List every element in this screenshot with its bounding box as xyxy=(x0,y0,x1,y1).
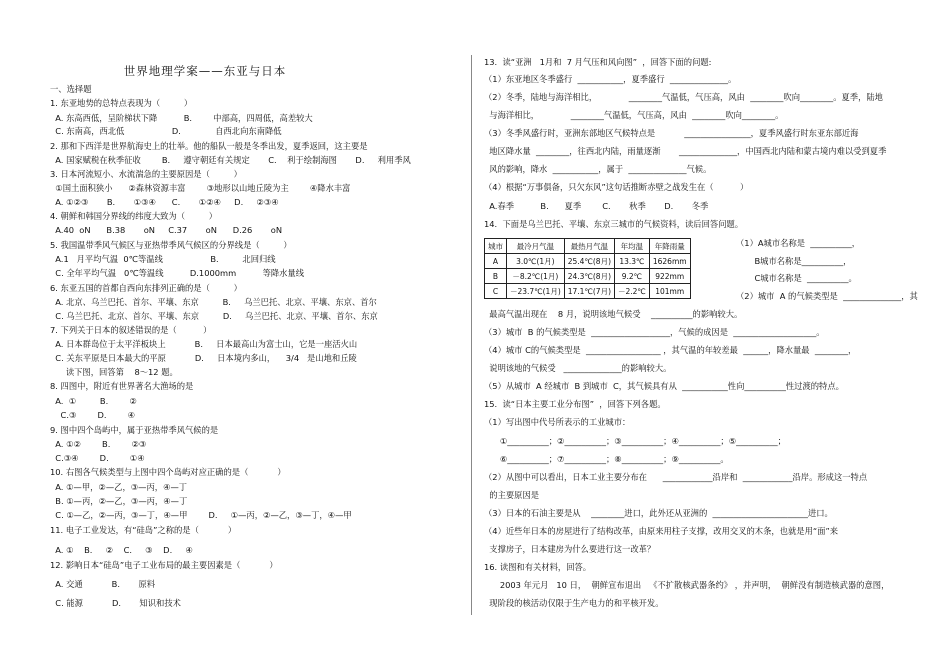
text-line: C. ①—乙，②—丙，③—丁，④—甲 D. ①—丙，②—乙，③—丁，④—甲 xyxy=(50,510,352,520)
table-header: 年均温 xyxy=(615,239,650,254)
text-line: （1）A城市名称是 __________， xyxy=(736,238,861,248)
text-line: A. 东高西低，呈阶梯状下降 B. 中部高，四周低，高差较大 xyxy=(50,113,313,123)
text-line: （1）东亚地区冬季盛行 ___________，夏季盛行 ______________。 xyxy=(484,74,737,84)
table-header: 最冷月气温 xyxy=(507,239,565,254)
text-line: A.春季 B. 夏季 C. 秋季 D. 冬季 xyxy=(484,201,709,211)
text-line: 与海洋相比， ________气温低，气压高，风由 ________吹向________。 xyxy=(484,110,784,120)
table-cell: －23.7℃(1月) xyxy=(507,284,565,299)
text-line: 说明该地的气候受 ______________的影响较大。 xyxy=(484,363,672,373)
text-line: 地区降水量 ________，往西北内陆，雨量逐渐 ______________，中国西北内陆和蒙古境内难以受到夏季 xyxy=(484,146,887,156)
text-line: （4）城市 C的气候类型是 __________________ ，其气温的年较差最 ______，降水量最 ________， xyxy=(484,345,857,355)
text-line: 11. 电子工业发达，有“硅岛”之称的是（ ） xyxy=(50,525,237,535)
text-line: （3）冬季风盛行时，亚洲东部地区气候特点是 ________________，夏季风盛行时东亚东部近海 xyxy=(484,128,859,138)
table-cell: －8.2℃(1月) xyxy=(507,269,565,284)
text-line: 的主要原因是 xyxy=(484,490,540,500)
text-line: 5. 我国温带季风气候区与亚热带季风气候区的分界线是（ ） xyxy=(50,240,292,250)
text-line: A. ① B. ② xyxy=(50,396,137,406)
table-cell: B xyxy=(485,269,507,284)
text-line: 12. 影响日本“硅岛”电子工业布局的最主要因素是（ ） xyxy=(50,560,278,570)
text-line: 9. 图中四个岛屿中，属于亚热带季风气候的是 xyxy=(50,425,219,435)
text-line: （5）从城市 A 经城市 B 到城市 C，其气候具有从 ___________性向__________性过渡的特点。 xyxy=(484,381,844,391)
table-header-row xyxy=(485,239,691,254)
table-row xyxy=(485,269,691,284)
text-line: 支撑房子，日本建房为什么要进行这一改革？ xyxy=(484,544,656,554)
table-cell: 17.1℃(7月) xyxy=(564,284,614,299)
text-line: （3）日本的石油主要是从 ________进口，此外还从亚洲的 _______________________进口。 xyxy=(484,508,833,518)
table-cell: 24.3℃(8月) xyxy=(564,269,614,284)
text-line: 1. 东亚地势的总特点表现为（ ） xyxy=(50,98,193,108)
text-line: 2003 年元月 10 日， 朝鲜宣布退出 《不扩散核武器条约》 ，并声明， 朝鲜没有制造核武器的意图， xyxy=(484,580,890,590)
text-line: A. ①② B. ②③ xyxy=(50,439,147,449)
table-cell: 13.3℃ xyxy=(615,254,650,269)
text-line: （4）根据“万事俱备，只欠东风”这句话推断赤壁之战发生在（ ） xyxy=(484,182,749,192)
text-line: C. 东南高，西北低 D. 自西北向东南降低 xyxy=(50,126,282,136)
table-cell: 1626mm xyxy=(649,254,690,269)
text-line: 6. 东亚五国的首都自西向东排列正确的是（ ） xyxy=(50,283,242,293)
table-row xyxy=(485,254,691,269)
text-line: 2. 那和下西洋是世界航海史上的壮举。他的船队一般是冬季出发，夏季返回，这主要是 xyxy=(50,141,368,151)
text-line: A. ① B. ② C. ③ D. ④ xyxy=(50,545,193,555)
text-line: 一、选择题 xyxy=(50,84,92,94)
text-line: A. 交通 B. 原料 xyxy=(50,579,156,589)
text-line: C.③④ D. ①④ xyxy=(50,453,145,463)
text-line: （2）从图中可以看出，日本工业主要分布在 ____________沿岸和 ____________沿岸。形成这一特点 xyxy=(484,472,868,482)
text-line: （2）城市 A 的气候类型是 ______________，其 xyxy=(736,291,918,301)
text-line: C.③ D. ④ xyxy=(50,410,136,420)
text-line: ⑥__________；⑦__________；⑧__________；⑨__________。 xyxy=(484,454,729,464)
table-cell: 3.0℃(1月) xyxy=(507,254,565,269)
text-line: A.40 oN B.38 oN C.37 oN D.26 oN xyxy=(50,225,283,235)
table-row xyxy=(485,284,691,299)
text-line: C城市名称是 __________。 xyxy=(736,273,857,283)
table-cell: 9.2℃ xyxy=(615,269,650,284)
text-line: 风的影响，降水 ___________，属于 ______________气候。 xyxy=(484,164,712,174)
table-header: 年降雨量 xyxy=(649,239,690,254)
column-divider xyxy=(471,55,472,615)
table-header: 城市 xyxy=(485,239,507,254)
text-line: A. ①②③ B. ①③④ C. ①②④ D. ②③④ xyxy=(50,197,279,207)
text-line: ①国土面积狭小 ②森林资源丰富 ③地形以山地丘陵为主 ④降水丰富 xyxy=(50,183,351,193)
text-line: 15. 读“日本主要工业分布图” ，回答下列各题。 xyxy=(484,399,666,409)
page-title: 世界地理学案——东亚与日本 xyxy=(123,64,287,78)
text-line: 读下图，回答第 8～12 题。 xyxy=(50,367,178,377)
table-cell: 101mm xyxy=(649,284,690,299)
table-cell: 922mm xyxy=(649,269,690,284)
text-line: C. 乌兰巴托、北京、首尔、平壤、东京 D. 乌兰巴托、北京、平壤、首尔、东京 xyxy=(50,311,378,321)
text-line: A. 日本群岛位于太平洋板块上 B. 日本最高山为富士山，它是一座活火山 xyxy=(50,339,358,349)
text-line: 14. 下面是乌兰巴托、平壤、东京三城市的气候资料，读后回答问题。 xyxy=(484,219,744,229)
table-cell: A xyxy=(485,254,507,269)
text-line: 13. 读“亚洲 1月和 7 月气压和风向图” ，回答下面的问题: xyxy=(484,57,712,67)
text-line: C. 全年平均气温 0℃等温线 D.1000mm 等降水量线 xyxy=(50,268,305,278)
text-line: A. 北京、乌兰巴托、首尔、平壤、东京 B. 乌兰巴托、北京、平壤、东京、首尔 xyxy=(50,297,377,307)
text-line: B. ①—丙，②—乙，③—丙，④—丁 xyxy=(50,496,188,506)
text-line: A.1 月平均气温 0℃等温线 B. 北回归线 xyxy=(50,254,276,264)
text-line: 7. 下列关于日本的叙述错误的是（ ） xyxy=(50,325,212,335)
text-line: （3）城市 B 的气候类型是 ___________________，气候的成因是 ____________________。 xyxy=(484,327,825,337)
text-line: 4. 朝鲜和韩国分界线的纬度大致为（ ） xyxy=(50,211,218,221)
table-header: 最热月气温 xyxy=(564,239,614,254)
text-line: A. ①—甲，②—乙，③—丙，④—丁 xyxy=(50,482,188,492)
text-line: C. 能源 D. 知识和技术 xyxy=(50,598,181,608)
text-line: 最高气温出现在 8 月，说明该地气候受 __________的影响较大。 xyxy=(484,309,743,319)
text-line: C. 关东平原是日本最大的平原 D. 日本境内多山， 3/4 是山地和丘陵 xyxy=(50,353,357,363)
text-line: ①__________；②__________；③__________；④__________；⑤__________； xyxy=(484,436,786,446)
text-line: B城市名称是__________， xyxy=(736,256,852,266)
text-line: 8. 四图中，附近有世界著名大渔场的是 xyxy=(50,381,194,391)
text-line: 现阶段的核活动仅限于生产电力的和平核开发。 xyxy=(484,598,664,608)
text-line: （1）写出图中代号所表示的工业城市： xyxy=(484,417,631,427)
text-line: 3. 日本河流短小、水流湍急的主要原因是（ ） xyxy=(50,169,242,179)
text-line: （2）冬季，陆地与海洋相比， ________气温低，气压高，风由 ________吹向________。夏季，陆地 xyxy=(484,92,883,102)
table-cell: C xyxy=(485,284,507,299)
text-line: A. 国家赋税在秋季征收 B. 遵守朝廷有关规定 C. 利于绘制海图 D. 利用季风 xyxy=(50,155,411,165)
text-line: （4）近些年日本的房屋进行了结构改革，由原来用柱子支撑，改用交叉的木条，也就是用“面”来 xyxy=(484,526,839,536)
text-line: 10. 右图各气候类型与上图中四个岛屿对应正确的是（ ） xyxy=(50,467,286,477)
table-cell: －2.2℃ xyxy=(615,284,650,299)
table-cell: 25.4℃(8月) xyxy=(564,254,614,269)
text-line: 16. 读图和有关材料，回答。 xyxy=(484,562,592,572)
climate-table xyxy=(484,238,691,299)
